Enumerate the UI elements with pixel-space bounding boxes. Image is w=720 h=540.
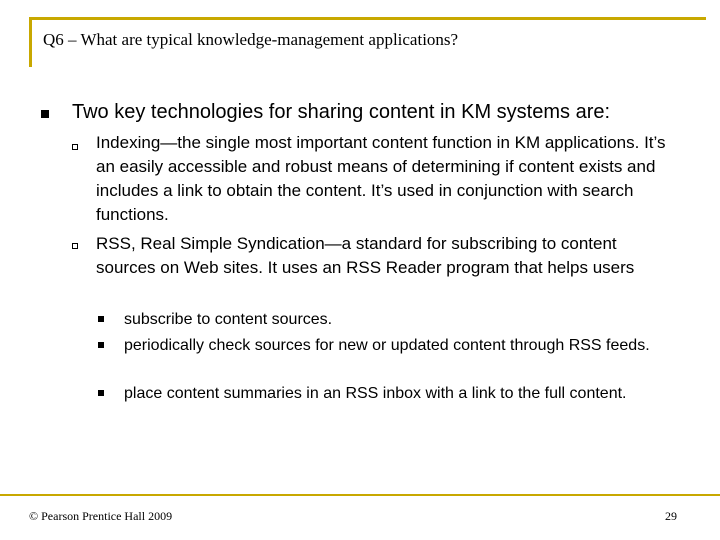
page-number: 29: [665, 509, 677, 523]
sub-sub-bullet-text: periodically check sources for new or updated content through RSS feeds.: [124, 337, 650, 354]
sub-bullet-text-indexing: Indexing—the single most important content function in KM applications. It’s an easily accessible and robust means of determining if content exists and includes a link to obtain the content. It’s used in conjunction with search functions.: [96, 133, 666, 224]
sub-sub-bullet-text: place content summaries in an RSS inbox with a link to the full content.: [124, 385, 627, 402]
footer-divider: [0, 494, 720, 496]
bullet-square-icon: [98, 390, 104, 396]
bullet-hollow-square-icon: [72, 144, 78, 150]
bullet-hollow-square-icon: [72, 243, 78, 249]
slide-title: Q6 – What are typical knowledge-management applications?: [43, 30, 459, 49]
bullet-square-icon: [41, 110, 49, 118]
copyright-text: © Pearson Prentice Hall 2009: [29, 509, 173, 523]
bullet-text: Two key technologies for sharing content in KM systems are:: [72, 101, 611, 123]
bullet-square-icon: [98, 342, 104, 348]
bullet-square-icon: [98, 316, 104, 322]
sub-bullet-text-rss: RSS, Real Simple Syndication—a standard for subscribing to content sources on Web sites. It uses an RSS Reader program that helps users: [96, 234, 635, 277]
sub-sub-bullet-text: subscribe to content sources.: [124, 311, 333, 328]
